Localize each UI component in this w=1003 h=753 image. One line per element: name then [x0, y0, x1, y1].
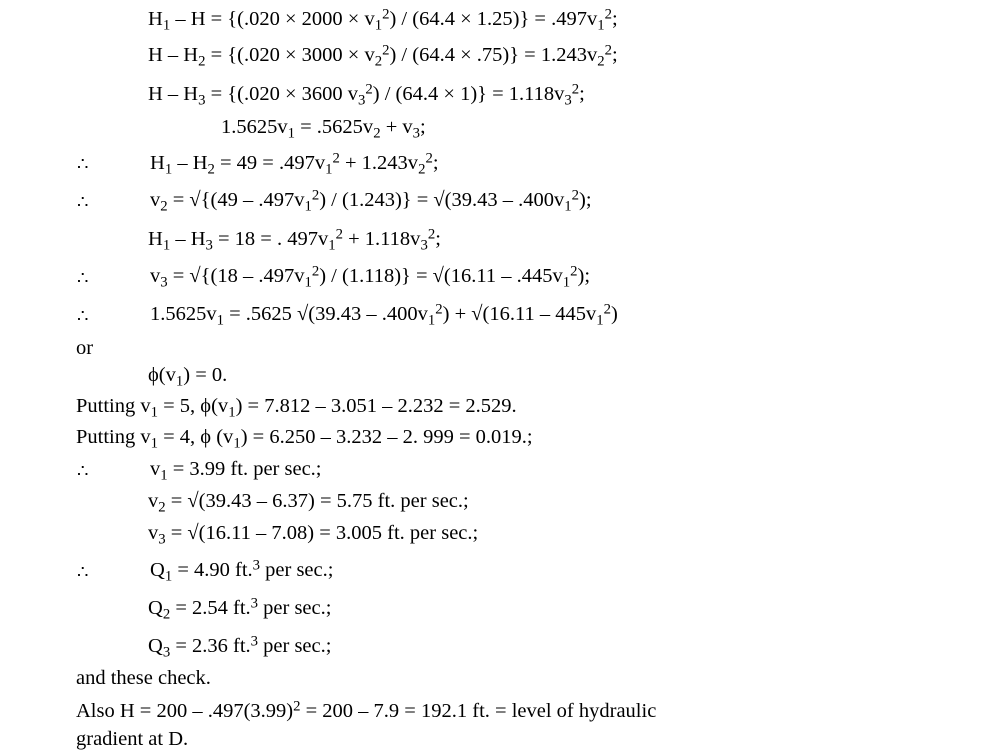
equation-phi-zero: $\phi(v_1) = 0$.: [148, 364, 228, 390]
therefore-symbol: ∴: [77, 461, 89, 481]
result-v1: $v_1 = 3.99$ ft. per sec.;: [150, 458, 322, 484]
therefore-symbol: ∴: [77, 268, 89, 288]
hydraulic-level-statement: Also $H = 200 - .497(3.99)^2 = 200 - 7.9 = 192.1$ ft. = level of hydraulic: [76, 698, 657, 722]
equation-h1-minus-h3: $H_1 - H_3 = 18$ = . $497v_1^2 + 1.118v_3^2$;: [148, 226, 441, 254]
equation-continuity: $1.5625v_1 = .5625v_2 + v_3$;: [221, 116, 426, 142]
trial-v1-equals-5: Putting $v_1 = 5$, $\phi(v_1) = 7.812 - 3.051 - 2.232 = 2.529$.: [76, 395, 517, 421]
result-q2: $Q_2 = 2.54$ ft.$^3$ per sec.;: [148, 595, 332, 623]
trial-v1-equals-4: Putting $v_1 = 4$, ϕ $(v_1) = 6.250 - 3.232 - 2$. 999 = 0.019.;: [76, 426, 533, 452]
equation-v2: $v_2 = √\{(49 - .497v_1^2) / (1.243)\} = √(39.43 - .400v_1^2)$;: [150, 187, 592, 215]
check-statement: and these check.: [76, 667, 211, 689]
therefore-symbol: ∴: [77, 562, 89, 582]
equation-h-minus-h2: $H - H_2 = \{(.020 \times 3000 \times v_2^2) / (64.4 \times .75)\} = 1.243v_2^2$;: [148, 42, 618, 70]
result-q3: $Q_3 = 2.36$ ft.$^3$ per sec.;: [148, 633, 332, 661]
equation-h-minus-h3: $H - H_3 = \{(.020 \times 3600$ $v_3^2) / (64.4 \times 1)\} = 1.118v_3^2$;: [148, 81, 585, 109]
therefore-symbol: ∴: [77, 154, 89, 174]
therefore-symbol: ∴: [77, 306, 89, 326]
hydraulic-gradient-statement: gradient at D.: [76, 728, 189, 750]
equation-h1-minus-h2: $H_1 - H_2 = 49 = .497v_1^2 + 1.243v_2^2$;: [150, 150, 439, 178]
equation-h1-minus-h: $H_1 - H = \{(.020 \times 2000 \times v_1^2) / (64.4 \times 1.25)\} = .497v_1^2$;: [148, 6, 618, 34]
equation-v3: $v_3 = √\{(18 - .497v_1^2) / (1.118)\} = √(16.11 - .445v_1^2)$;: [150, 263, 591, 291]
therefore-symbol: ∴: [77, 192, 89, 212]
equation-continuity-substituted: $1.5625v_1 = .5625$ $√(39.43 - .400v_1^2) + √(16.11 - 445v_1^2)$: [150, 301, 618, 329]
result-q1: $Q_1 = 4.90$ ft.$^3$ per sec.;: [150, 557, 334, 585]
result-v3: $v_3 = √(16.11 - 7.08) = 3.005$ ft. per sec.;: [148, 522, 479, 548]
or-text: or: [76, 337, 94, 359]
result-v2: $v_2 = √(39.43 - 6.37) = 5.75$ ft. per sec.;: [148, 490, 469, 516]
